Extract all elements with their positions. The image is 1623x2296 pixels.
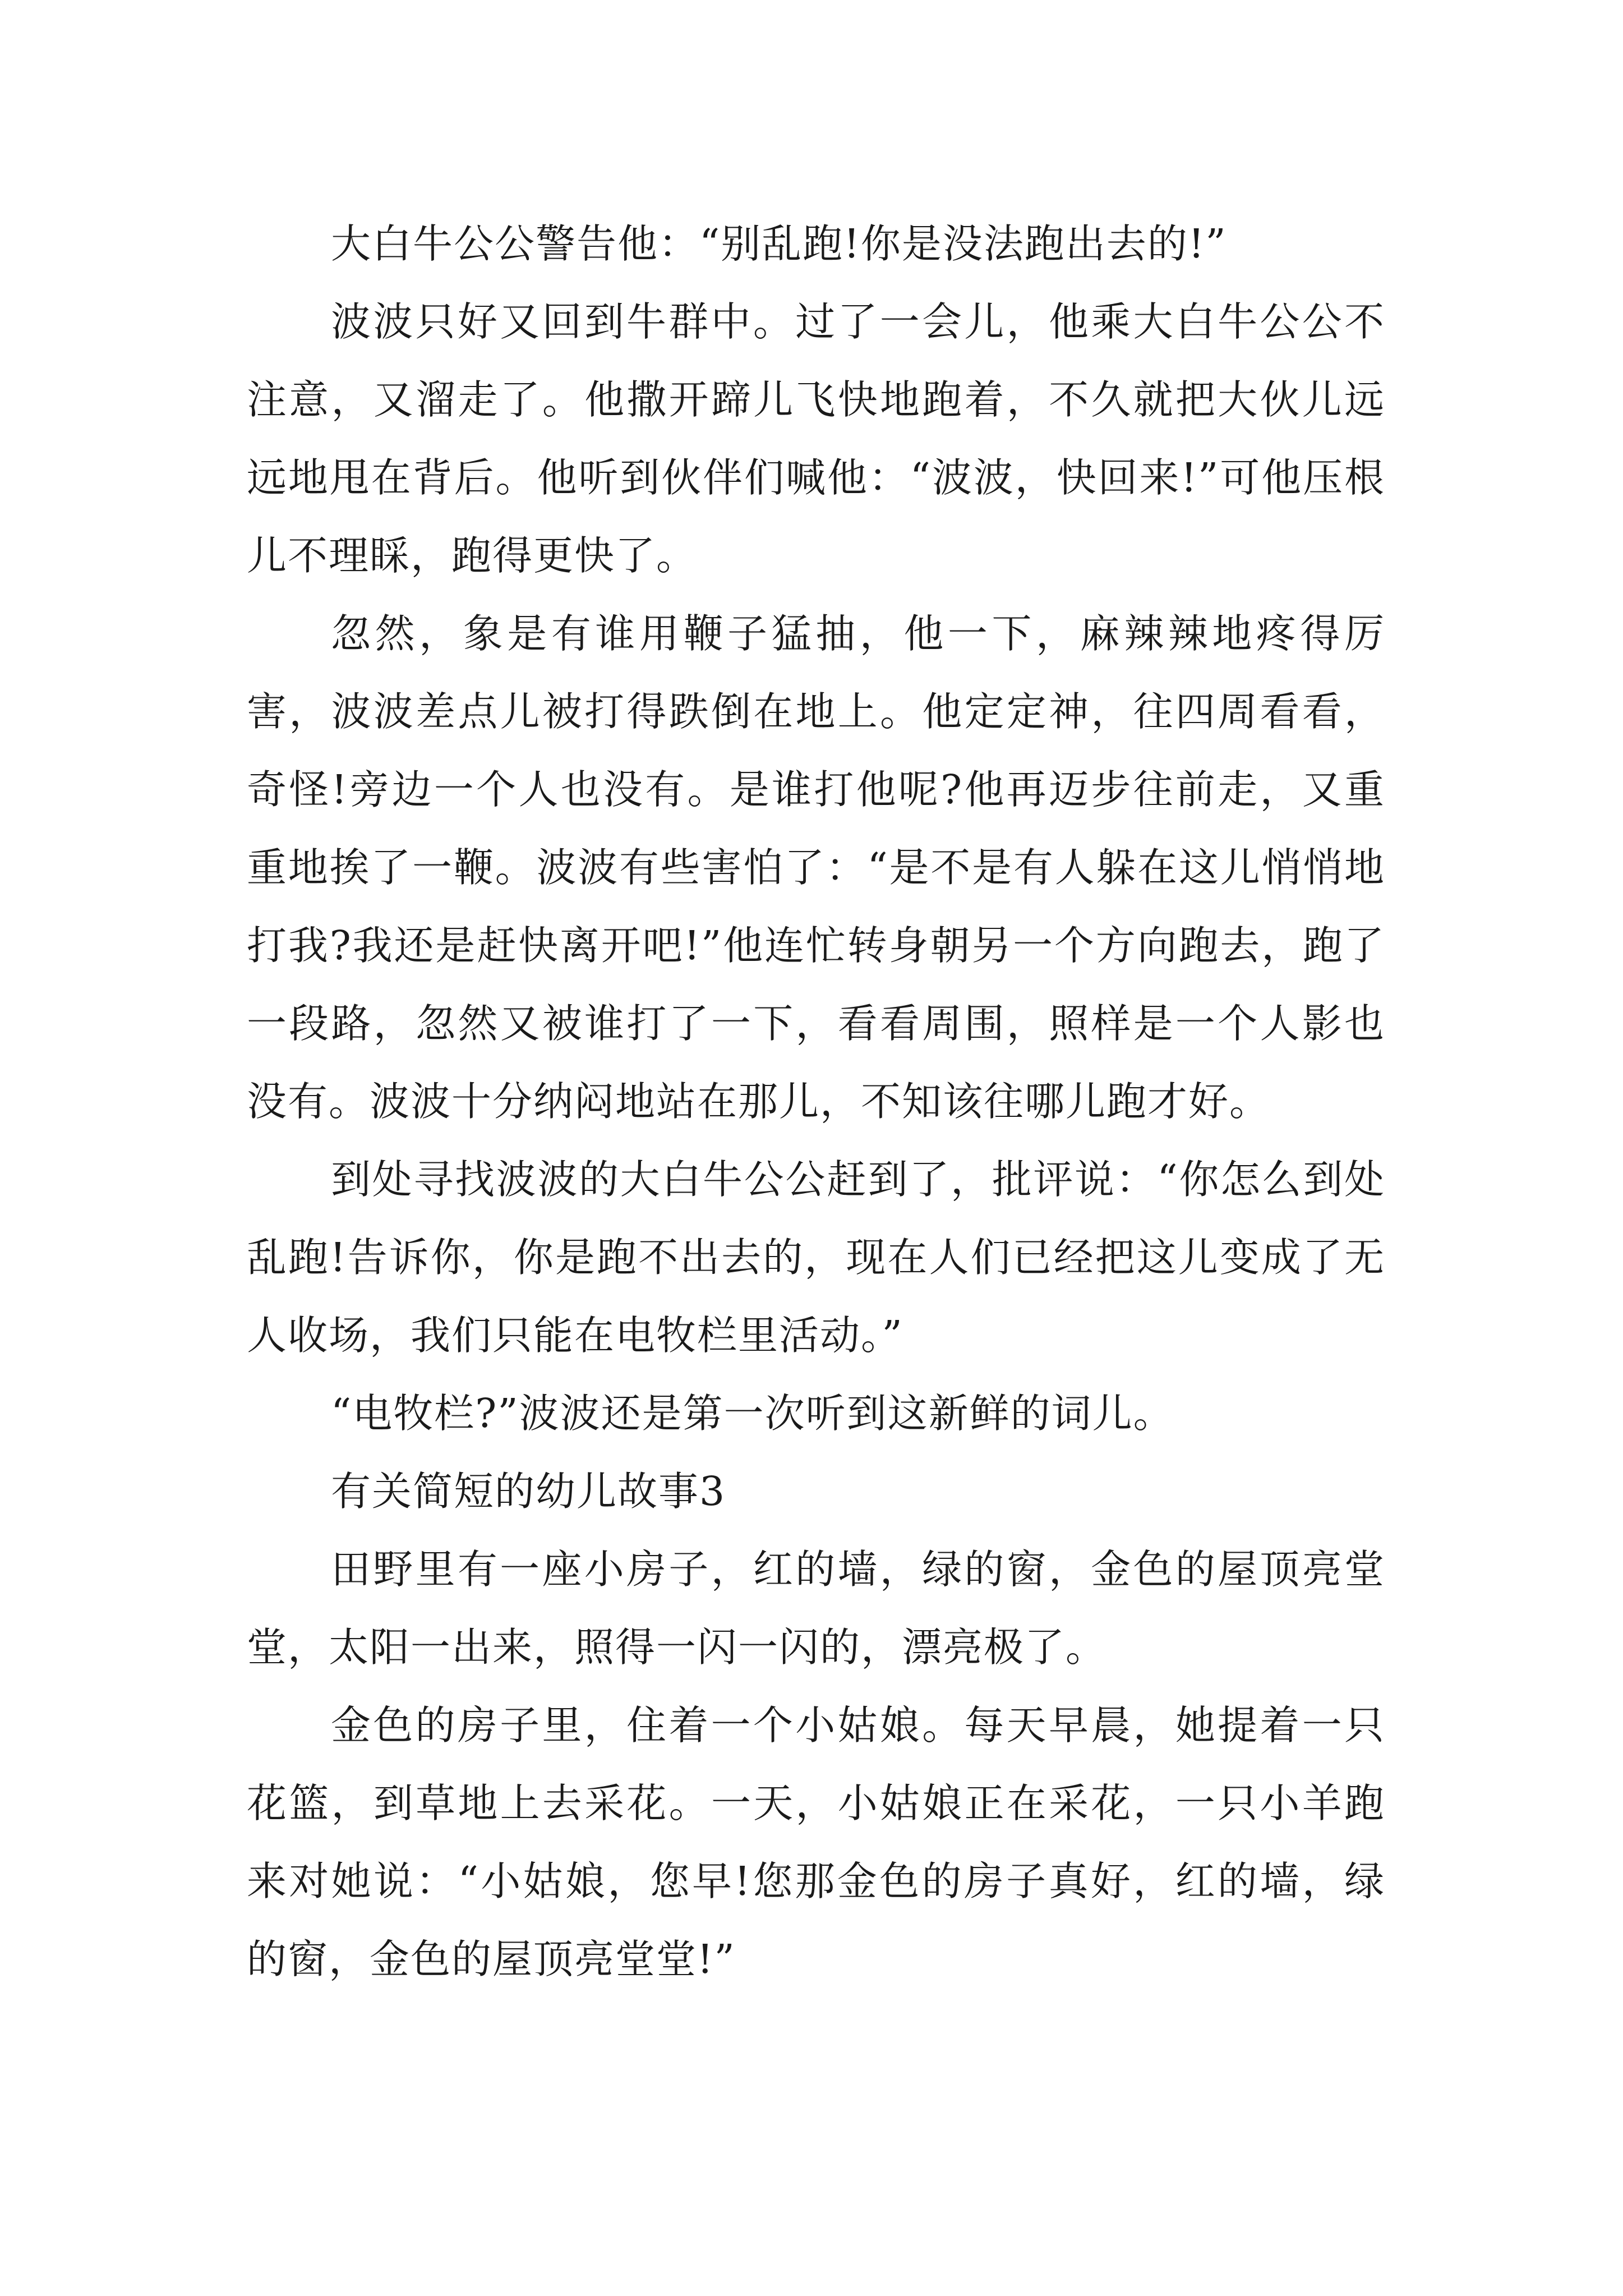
paragraph-whipped: 忽然，象是有谁用鞭子猛抽，他一下，麻辣辣地疼得厉害，波波差点儿被打得跌倒在地上。他定定神，往四周看看，奇怪!旁边一个人也没有。是谁打他呢?他再迈步往前走，又重重地挨了一鞭。波波有些害怕了：“是不是有人躲在这儿悄悄地打我?我还是赶快离开吧!”他连忙转身朝另一个方向跑去，跑了一段路，忽然又被谁打了一下，看看周围，照样是一个人影也没有。波波十分纳闷地站在那儿，不知该往哪儿跑才好。 <box>247 610 1385 1125</box>
paragraph-little-girl: 金色的房子里，住着一个小姑娘。每天早晨，她提着一只花篮，到草地上去采花。一天，小姑娘正在采花，一只小羊跑来对她说：“小姑娘，您早!您那金色的房子真好，红的墙，绿的窗，金色的屋顶亮堂堂!” <box>247 1702 1385 1982</box>
document-body <box>247 205 1385 1998</box>
story-heading: 有关简短的幼儿故事3 <box>331 1468 726 1515</box>
paragraph-bobo-runs: 波波只好又回到牛群中。过了一会儿，他乘大白牛公公不注意，又溜走了。他撒开蹄儿飞快地跑着，不久就把大伙儿远远地甩在背后。他听到伙伴们喊他：“波波，快回来!”可他压根儿不理睬，跑得更快了。 <box>247 298 1385 579</box>
paragraph-golden-house: 田野里有一座小房子，红的墙，绿的窗，金色的屋顶亮堂堂，太阳一出来，照得一闪一闪的，漂亮极了。 <box>247 1546 1385 1671</box>
paragraph-warning: 大白牛公公警告他：“别乱跑!你是没法跑出去的!” <box>331 220 1227 267</box>
paragraph-criticism: 到处寻找波波的大白牛公公赶到了，批评说：“你怎么到处乱跑!告诉你，你是跑不出去的，现在人们已经把这儿变成了无人收场，我们只能在电牧栏里活动。” <box>247 1156 1385 1359</box>
paragraph-electric-fence: “电牧栏?”波波还是第一次听到这新鲜的词儿。 <box>331 1390 1174 1437</box>
